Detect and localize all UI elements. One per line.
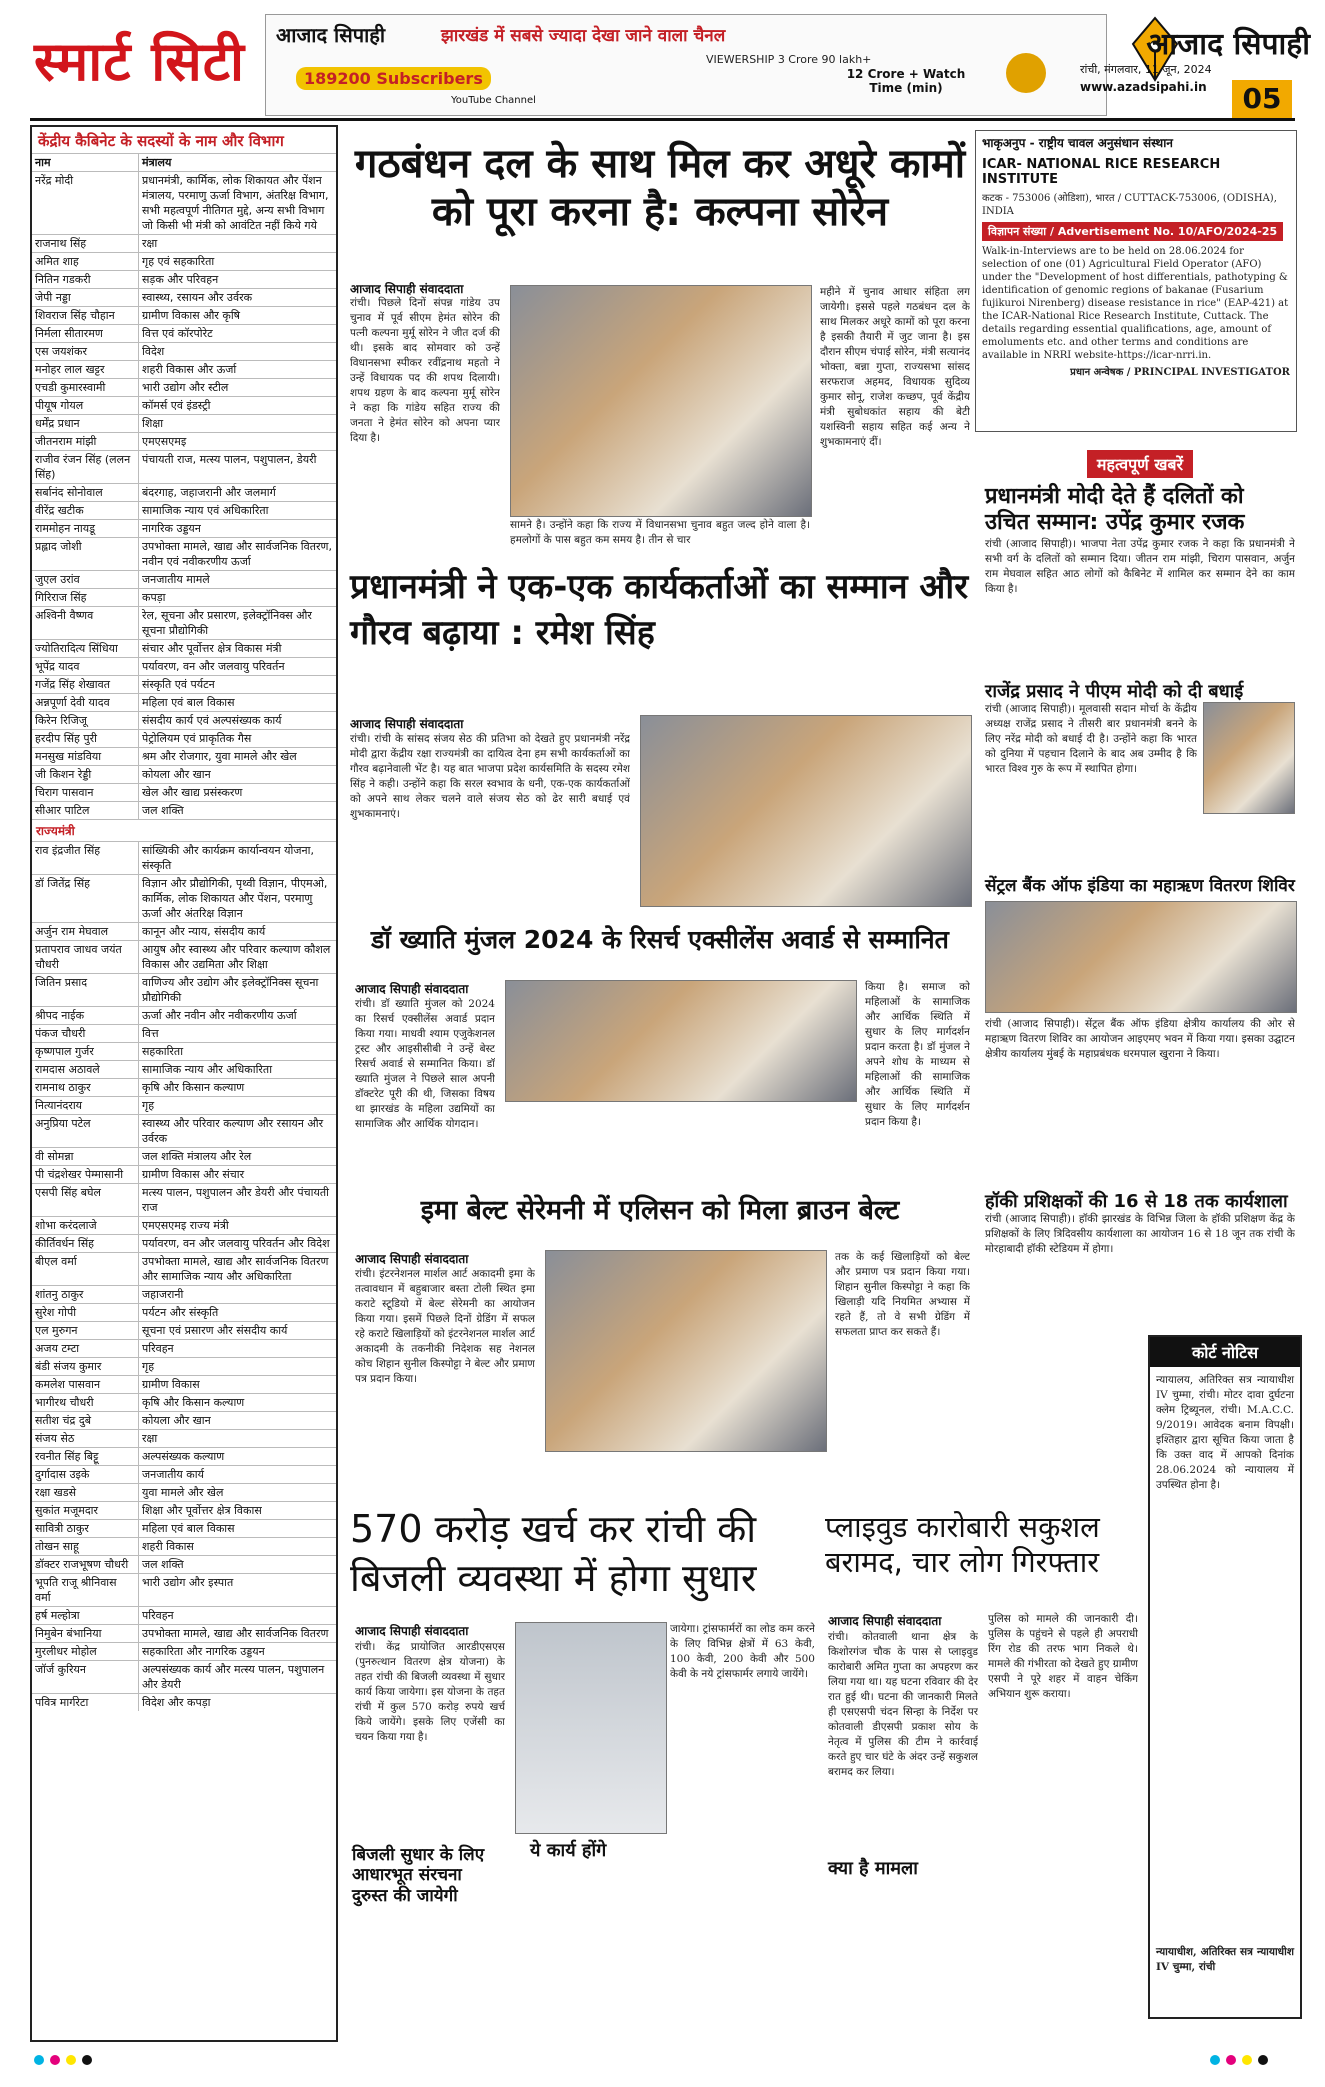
minister-department: स्वास्थ्य और परिवार कल्याण और रसायन और उर्वरक [142, 1117, 324, 1145]
header-dept: मंत्रालय [142, 156, 172, 169]
minister-name: प्रह्लाद जोशी [32, 538, 139, 570]
minister-name: अश्विनी वैष्णव [32, 607, 139, 639]
minister-department: महिला एवं बाल विकास [142, 1522, 235, 1535]
minister-name: राव इंद्रजीत सिंह [32, 842, 139, 874]
mos-list [32, 841, 336, 1711]
mos-row [32, 1660, 336, 1693]
minister-row [32, 588, 336, 606]
minister-department: विदेश [142, 345, 165, 358]
minister-name: पीयूष गोयल [32, 397, 139, 414]
story1-photo [510, 285, 812, 517]
minister-name: धर्मेंद्र प्रधान [32, 415, 139, 432]
minister-name: शांतनु ठाकुर [32, 1286, 139, 1303]
minister-department: कोयला और खान [142, 768, 211, 781]
minister-department: वित्त [142, 1027, 159, 1040]
story4-headline[interactable]: इमा बेल्ट सेरेमनी में एलिसन को मिला ब्राउन बेल्ट [420, 1195, 900, 1226]
minister-name: गिरिराज सिंह [32, 589, 139, 606]
minister-name: पवित्र मार्गरेटा [32, 1694, 139, 1711]
minister-name: कृष्णपाल गुर्जर [32, 1043, 139, 1060]
minister-department: जल शक्ति मंत्रालय और रेल [142, 1150, 252, 1163]
mos-row [32, 1147, 336, 1165]
minister-department: जनजातीय कार्य [142, 1468, 204, 1481]
minister-name: जितिन प्रसाद [32, 974, 139, 1006]
minister-name: वी सोमन्ना [32, 1148, 139, 1165]
minister-name: अन्नपूर्णा देवी यादव [32, 694, 139, 711]
mos-row [32, 1234, 336, 1252]
minister-name: श्रीपद नाईक [32, 1007, 139, 1024]
ad-watch-time: 12 Crore + Watch Time (min) [846, 67, 966, 95]
story6-body: रांची। कोतवाली थाना क्षेत्र के किशोरगंज चौक के पास से प्लाइवुड कारोबारी अमित गुप्ता का अपहरण कर लिया गया था। यह घटना रविवार की देर रात हुई थी। घटना की जानकारी मिलते ही एसएसपी चंदन सिन्हा के निर्देश पर कोतवाली डीएसपी प्रकाश सोय के नेतृत्व में पुलिस की टीम ने कार्रवाई करते हुए चार घंटे के अंदर उन्हें सकुशल बरामद कर लिया। [828, 1631, 978, 1778]
mos-row [32, 1006, 336, 1024]
minister-name: मनसुख मांडविया [32, 748, 139, 765]
minister-department: गृह [142, 1099, 155, 1112]
mos-row [32, 1501, 336, 1519]
story2-body: रांची। रांची के सांसद संजय सेठ की प्रतिभा को देखते हुए प्रधानमंत्री नरेंद्र मोदी द्वारा केंद्रीय रक्षा राज्यमंत्री का दायित्व देना हम सभी कार्यकर्ताओं का गौरव बढ़ानेवाली भेंट है। यह बात भाजपा प्रदेश कार्यसमिति के सदस्य रमेश सिंह ने कही। उन्होंने कहा कि सरल स्वभाव के धनी, एक-एक कार्यकर्ताओं को अपने साथ लेकर चलने वाले संजय सेठ को ढेर सारी बधाई एवं शुभकामनाएं। [350, 733, 630, 820]
minister-department: बंदरगाह, जहाजरानी और जलमार्ग [142, 486, 276, 499]
minister-department: प्रधानमंत्री, कार्मिक, लोक शिकायत और पेंशन मंत्रालय, परमाणु ऊर्जा विभाग, अंतरिक्ष विभाग, सभी महत्वपूर्ण नीतिगत मुद्दे, अन्य सभी विभाग जो किसी भी मंत्री को आवंटित नहीं किये गये [142, 174, 329, 232]
minister-name: निमुबेन बंभानिया [32, 1625, 139, 1642]
minister-department: सांख्यिकी और कार्यक्रम कार्यान्वयन योजना, संस्कृति [142, 844, 314, 872]
mos-row [32, 1519, 336, 1537]
minister-name: रामदास अठावले [32, 1061, 139, 1078]
minister-name: संजय सेठ [32, 1430, 139, 1447]
story2-headline[interactable]: प्रधानमंत्री ने एक-एक कार्यकर्ताओं का सम्मान और गौरव बढ़ाया : रमेश सिंह [350, 567, 969, 653]
minister-department: आयुष और स्वास्थ्य और परिवार कल्याण कौशल विकास और उद्यमिता और शिक्षा [142, 943, 331, 971]
mos-row [32, 1429, 336, 1447]
ad-subscribers: 189200 Subscribers [296, 67, 491, 90]
minister-name: भागीरथ चौधरी [32, 1394, 139, 1411]
story4-photo [545, 1250, 827, 1452]
icar-body: Walk-in-Interviews are to be held on 28.06.2024 for selection of one (01) Agricultural Field Operator (AFO) under the "Development of host differentials, pathotyping & identification of genomic regions of bakanae (Fusarium fujikuroi Nirenberg) disease resistance in rice" (EAP-421) at the ICAR-National Rice Research Institute, Cuttack. The details regarding essential qualifications, age, amount of emoluments etc. and other terms and conditions are available in NRRI website-https://icar-nrri.in. [982, 246, 1289, 361]
minister-row [32, 675, 336, 693]
mos-row [32, 1411, 336, 1429]
dateline: रांची, मंगलवार, 11 जून, 2024 [1080, 63, 1212, 76]
minister-row [32, 729, 336, 747]
story5-byline: आजाद सिपाही संवाददाता [355, 1624, 469, 1638]
cabinet-title: केंद्रीय कैबिनेट के सदस्यों के नाम और विभाग [38, 132, 284, 150]
minister-department: पर्यावरण, वन और जलवायु परिवर्तन [142, 660, 285, 673]
minister-name: राजीव रंजन सिंह (ललन सिंह) [32, 451, 139, 483]
story2-photo [640, 715, 972, 907]
minister-name: तोखन साहू [32, 1538, 139, 1555]
minister-department: सामाजिक न्याय एवं अधिकारिता [142, 504, 269, 517]
mos-row [32, 1573, 336, 1606]
mos-row [32, 1339, 336, 1357]
minister-row [32, 537, 336, 570]
minister-department: सूचना एवं प्रसारण और संसदीय कार्य [142, 1324, 288, 1337]
minister-department: सहकारिता [142, 1045, 184, 1058]
minister-department: ग्रामीण विकास [142, 1378, 200, 1391]
minister-row [32, 342, 336, 360]
story4-byline: आजाद सिपाही संवाददाता [355, 1252, 469, 1266]
mos-row [32, 1252, 336, 1285]
minister-name: जुएल उरांव [32, 571, 139, 588]
minister-department: अल्पसंख्यक कार्य और मत्स्य पालन, पशुपालन और डेयरी [142, 1663, 325, 1691]
minister-name: सतीश चंद्र दुबे [32, 1412, 139, 1429]
minister-department: उपभोक्ता मामले, खाद्य और सार्वजनिक वितरण और सामाजिक न्याय और अधिकारिता [142, 1255, 329, 1283]
minister-name: किरेन रिजिजू [32, 712, 139, 729]
minister-row [32, 432, 336, 450]
cabinet-list [30, 125, 338, 2042]
minister-name: मुरलीधर मोहोल [32, 1643, 139, 1660]
minister-department: संचार और पूर्वोत्तर क्षेत्र विकास मंत्री [142, 642, 282, 655]
mos-row [32, 1693, 336, 1711]
minister-name: कीर्तिवर्धन सिंह [32, 1235, 139, 1252]
mos-row [32, 1042, 336, 1060]
bank-camp-photo [985, 901, 1297, 1013]
minister-department: रेल, सूचना और प्रसारण, इलेक्ट्रॉनिक्स और सूचना प्रौद्योगिकी [142, 609, 312, 637]
minister-department: परिवहन [142, 1342, 174, 1355]
important-news-box [985, 450, 1295, 1320]
cabinet-header-row [32, 153, 336, 171]
minister-department: ग्रामीण विकास और कृषि [142, 309, 241, 322]
mos-row [32, 1114, 336, 1147]
mos-row [32, 1642, 336, 1660]
minister-name: जेपी नड्डा [32, 289, 139, 306]
icar-signature: प्रधान अन्वेषक / PRINCIPAL INVESTIGATOR [1070, 367, 1290, 378]
mos-row [32, 841, 336, 874]
minister-name: एचडी कुमारस्वामी [32, 379, 139, 396]
story5-headline[interactable]: 570 करोड़ खर्च कर रांची की बिजली व्यवस्था में होगा सुधार [350, 1507, 757, 1601]
minister-name: मनोहर लाल खट्टर [32, 361, 139, 378]
mos-row [32, 1321, 336, 1339]
minister-department: पर्यावरण, वन और जलवायु परिवर्तन और विदेश [142, 1237, 330, 1250]
minister-row [32, 483, 336, 501]
icar-address: कटक - 753006 (ओडिशा), भारत / CUTTACK-753006, (ODISHA), INDIA [982, 193, 1277, 217]
medal-icon [1006, 53, 1046, 93]
story5-subhead-1: बिजली सुधार के लिए आधारभूत संरचना दुरुस्त की जायेगी [352, 1845, 485, 1906]
story6-headline[interactable]: प्लाइवुड कारोबारी सकुशल बरामद, चार लोग गिरफ्तार [825, 1510, 1100, 1579]
masthead-rule [30, 118, 1295, 121]
important-b2: रांची (आजाद सिपाही)। मूलवासी सदान मोर्चा के केंद्रीय अध्यक्ष राजेंद्र प्रसाद ने तीसरी बार प्रधानमंत्री बनने के लिए नरेंद्र मोदी को बधाई दी है। उन्होंने कहा कि भारत को दुनिया में पहचान दिलाने के बाद अब उम्मीद है कि भारत विश्व गुरु के रूप में स्थापित होगा। [985, 703, 1197, 776]
ad-viewership: VIEWERSHIP 3 Crore 90 lakh+ [706, 53, 872, 66]
minister-row [32, 570, 336, 588]
minister-name: बंडी संजय कुमार [32, 1358, 139, 1375]
story4-body: रांची। इंटरनेशनल मार्शल आर्ट अकादमी इमा के तत्वावधान में बहुबाजार बस्ता टोली स्थित इमा कराटे स्टूडियो में बेल्ट सेरेमनी का आयोजन किया गया। इसमें पिछले दिनों ग्रेडिंग में सफल रहे कराटे खिलाड़ियों को इंटरनेशनल मार्शल आर्ट अकादमी के तकनीकी निदेशक सह नेशनल कोच शिहान सुनील किस्पोट्टा ने बेल्ट और प्रमाण पत्र प्रदान किया। [355, 1268, 535, 1385]
ad-brand: आजाद सिपाही [276, 23, 386, 47]
minister-name: डॉ जितेंद्र सिंह [32, 875, 139, 922]
minister-department: वित्त एवं कॉरपोरेट [142, 327, 213, 340]
mos-row [32, 1216, 336, 1234]
mos-row [32, 1483, 336, 1501]
minister-name: हरदीप सिंह पुरी [32, 730, 139, 747]
story3-byline: आजाद सिपाही संवाददाता [355, 982, 469, 996]
minister-name: हर्ष मल्होत्रा [32, 1607, 139, 1624]
minister-department: महिला एवं बाल विकास [142, 696, 235, 709]
court-notice-title: कोर्ट नोटिस [1150, 1337, 1300, 1367]
story5-body: रांची। केंद्र प्रायोजित आरडीएसएस (पुनरुत्थान वितरण क्षेत्र योजना) के तहत रांची की बिजली व्यवस्था में सुधार कार्य किया जायेगा। इस योजना के तहत रांची में कुल 570 करोड़ रुपये खर्च किये जायेंगे। इसके लिए एजेंसी का चयन किया गया है। [355, 1641, 505, 1743]
header-name: नाम [32, 154, 139, 171]
minister-row [32, 711, 336, 729]
ad-tagline: झारखंड में सबसे ज्यादा देखा जाने वाला चैनल [441, 26, 726, 46]
minister-department: वाणिज्य और उद्योग और इलेक्ट्रॉनिक्स सूचना प्रौद्योगिकी [142, 976, 319, 1004]
court-notice[interactable] [1148, 1335, 1302, 2019]
story5-subhead-2: ये कार्य होंगे [530, 1840, 607, 1861]
mos-row [32, 1357, 336, 1375]
minister-row [32, 324, 336, 342]
minister-name: एसपी सिंह बघेल [32, 1184, 139, 1216]
rajendra-prasad-photo [1203, 702, 1295, 814]
minister-department: मत्स्य पालन, पशुपालन और डेयरी और पंचायती राज [142, 1186, 329, 1214]
minister-department: ऊर्जा और नवीन और नवीकरणीय ऊर्जा [142, 1009, 297, 1022]
mos-row [32, 1285, 336, 1303]
footer-color-bar-right [1210, 2050, 1274, 2069]
minister-department: शहरी विकास और ऊर्जा [142, 363, 237, 376]
minister-row [32, 288, 336, 306]
minister-name: निर्मला सीतारमण [32, 325, 139, 342]
minister-row [32, 171, 336, 234]
minister-name: नित्यानंदराय [32, 1097, 139, 1114]
minister-department: संसदीय कार्य एवं अल्पसंख्यक कार्य [142, 714, 282, 727]
minister-department: सड़क और परिवहन [142, 273, 219, 286]
minister-row [32, 450, 336, 483]
minister-row [32, 360, 336, 378]
important-h3[interactable]: सेंट्रल बैंक ऑफ इंडिया का महाऋण वितरण शिविर [985, 876, 1295, 897]
minister-department: कृषि और किसान कल्याण [142, 1081, 245, 1094]
minister-name: ज्योतिरादित्य सिंधिया [32, 640, 139, 657]
minister-name: सुकांत मजूमदार [32, 1502, 139, 1519]
icar-org-english: ICAR- NATIONAL RICE RESEARCH INSTITUTE [982, 157, 1221, 187]
mos-row [32, 1078, 336, 1096]
minister-name: शोभा करंदलाजे [32, 1217, 139, 1234]
minister-name: राजनाथ सिंह [32, 235, 139, 252]
minister-row [32, 765, 336, 783]
minister-department: स्वास्थ्य, रसायन और उर्वरक [142, 291, 253, 304]
minister-department: शिक्षा [142, 417, 164, 430]
minister-department: रक्षा [142, 1432, 158, 1445]
minister-department: जल शक्ति [142, 804, 184, 817]
minister-name: भूपेंद्र यादव [32, 658, 139, 675]
minister-name: एस जयशंकर [32, 343, 139, 360]
minister-department: नागरिक उड्डयन [142, 522, 201, 535]
mos-row [32, 1537, 336, 1555]
minister-name: दुर्गादास उइके [32, 1466, 139, 1483]
mos-row [32, 1165, 336, 1183]
mos-row [32, 874, 336, 922]
minister-department: जहाजरानी [142, 1288, 184, 1301]
icar-ad-number: विज्ञापन संख्या / Advertisement No. 10/AFO/2024-25 [982, 222, 1283, 241]
minister-row [32, 693, 336, 711]
minister-row [32, 519, 336, 537]
minister-department: विज्ञान और प्रौद्योगिकी, पृथ्वी विज्ञान, पीएमओ, कार्मिक, लोक शिकायत और पेंशन, परमाणु ऊर्जा और अंतरिक्ष विज्ञान [142, 877, 328, 920]
icar-advertisement[interactable] [975, 130, 1297, 432]
minister-row [32, 378, 336, 396]
page-number: 05 [1232, 80, 1292, 118]
important-news-title: महत्वपूर्ण खबरें [1087, 450, 1193, 478]
mos-row [32, 1060, 336, 1078]
mos-row [32, 1465, 336, 1483]
story1-headline[interactable]: गठबंधन दल के साथ मिल कर अधूरे कामों को पूरा करना है: कल्पना सोरेन [354, 141, 966, 235]
minister-name: सुरेश गोपी [32, 1304, 139, 1321]
minister-name: पंकज चौधरी [32, 1025, 139, 1042]
minister-department: युवा मामले और खेल [142, 1486, 224, 1499]
minister-name: जॉर्ज कुरियन [32, 1661, 139, 1693]
minister-name: अनुप्रिया पटेल [32, 1115, 139, 1147]
minister-department: सामाजिक न्याय और अधिकारिता [142, 1063, 273, 1076]
mos-row [32, 1447, 336, 1465]
important-h1[interactable]: प्रधानमंत्री मोदी देते हैं दलितों को उचित सम्मान: उपेंद्र कुमार रजक [985, 484, 1245, 536]
minister-department: जनजातीय मामले [142, 573, 210, 586]
mos-row [32, 1555, 336, 1573]
story6-body-continued: पुलिस को मामले की जानकारी दी। पुलिस के पहुंचने से पहले ही अपराधी रिंग रोड की तरफ भाग निकले थे। मामले की गंभीरता को देखते हुए ग्रामीण एसपी ने पूरे शहर में वाहन चेकिंग अभियान शुरू कराया। [988, 1613, 1138, 1700]
paper-name: आजाद सिपाही [1146, 27, 1310, 62]
important-b4: रांची (आजाद सिपाही)। हॉकी झारखंड के विभिन्न जिला के हॉकी प्रशिक्षण केंद्र के प्रशिक्षकों के लिए त्रिदिवसीय कार्यशाला का आयोजन 16 से 18 जून तक रांची के मोरहाबादी हॉकी स्टेडियम में होगा। [985, 1213, 1295, 1256]
minister-row [32, 747, 336, 765]
minister-name: सीआर पाटिल [32, 802, 139, 819]
minister-name: प्रतापराव जाधव जयंत चौधरी [32, 941, 139, 973]
mos-row [32, 1024, 336, 1042]
minister-name: अमित शाह [32, 253, 139, 270]
story6-byline: आजाद सिपाही संवाददाता [828, 1614, 942, 1628]
website-link[interactable]: www.azadsipahi.in [1080, 80, 1207, 94]
minister-name: बीएल वर्मा [32, 1253, 139, 1285]
minister-row [32, 783, 336, 801]
minister-department: पर्यटन और संस्कृति [142, 1306, 219, 1319]
minister-name: जीतनराम मांझी [32, 433, 139, 450]
minister-department: पेट्रोलियम एवं प्राकृतिक गैस [142, 732, 252, 745]
minister-name: गजेंद्र सिंह शेखावत [32, 676, 139, 693]
story1-body: रांची। पिछले दिनों संपन्न गांडेय उप चुनाव में पूर्व सीएम हेमंत सोरेन की पत्नी कल्पना मुर्मू सोरेन ने जीत दर्ज की थी। इसके बाद सोमवार को उन्हें विधानसभा स्पीकर रवींद्रनाथ महतो ने उन्हें विधायक पद की शपथ दिलायी। शपथ ग्रहण के बाद कल्पना मुर्मू सोरेन ने कहा कि गांडेय सहित राज्य की जनता ने हेमंत सोरेन को अपना प्यार दिया है। [350, 297, 500, 444]
minister-department: अल्पसंख्यक कल्याण [142, 1450, 225, 1463]
minister-department: एमएसएमइ [142, 435, 187, 448]
minister-department: उपभोक्ता मामले, खाद्य और सार्वजनिक वितरण, नवीन एवं नवीकरणीय ऊर्जा [142, 540, 332, 568]
story3-body-continued: किया है। समाज को महिलाओं के सामाजिक और आर्थिक स्थिति में सुधार के लिए मार्गदर्शन प्रदान करता है। डॉ मुंजल ने अपने शोध के माध्यम से महिलाओं की सामाजिक और आर्थिक स्थिति में सुधार के लिए मार्गदर्शन प्रदान किया है। [865, 981, 970, 1128]
minister-row [32, 396, 336, 414]
minister-name: नितिन गडकरी [32, 271, 139, 288]
story4-body-continued: तक के कई खिलाड़ियों को बेल्ट और प्रमाण पत्र प्रदान किया गया। शिहान सुनील किस्पोट्टा ने कहा कि खिलाड़ी यदि नियमित अभ्यास में रहते हैं, तो वे सभी ग्रेडिंग में सफलता प्राप्त कर सकते हैं। [835, 1251, 970, 1338]
minister-row [32, 801, 336, 819]
minister-department: जल शक्ति [142, 1558, 184, 1571]
mos-row [32, 1303, 336, 1321]
mos-row [32, 1183, 336, 1216]
minister-department: कोयला और खान [142, 1414, 211, 1427]
minister-name: पी चंद्रशेखर पेम्मासानी [32, 1166, 139, 1183]
mos-row [32, 940, 336, 973]
ministers-list [32, 171, 336, 819]
footer-color-bar-left [34, 2050, 98, 2069]
story1-byline: आजाद सिपाही संवाददाता [350, 282, 464, 296]
minister-department: एमएसएमइ राज्य मंत्री [142, 1219, 229, 1232]
minister-name: रवनीत सिंह बिट्टू [32, 1448, 139, 1465]
mos-row [32, 1624, 336, 1642]
story1-body-continued: महीने में चुनाव आधार संहिता लग जायेगी। इससे पहले गठबंधन दल के साथ मिलकर अधूरे कामों को पूरा करना है इसकी तैयारी में जुट जाना है। इस दौरान सीएम चंपाई सोरेन, मंत्री सत्यानंद भोक्ता, बन्ना गुप्ता, राज्यसभा सांसद सरफराज अहमद, विधायक सुदिव्य कुमार सोनू, राजेश कच्छप, पूर्व केंद्रीय मंत्री सुबोधकांत सहाय की बेटी यशस्विनी सहाय सहित कई अन्य ने शुभकामनाएं दीं। [820, 286, 970, 448]
story5-body-continued: जायेगा। ट्रांसफार्मरों का लोड कम करने के लिए विभिन्न क्षेत्रों में 63 केवी, 100 केवी, 200 केवी और 500 केवी के नये ट्रांसफार्मर लगाये जायेंगे। [670, 1623, 815, 1680]
mos-row [32, 1606, 336, 1624]
story3-body: रांची। डॉ ख्याति मुंजल को 2024 का रिसर्च एक्सीलेंस अवार्ड प्रदान किया गया। माधवी श्याम एजुकेशनल ट्रस्ट और आइसीसीबी ने उन्हें बेस्ट रिसर्च अवार्ड से सम्मानित किया। डॉ ख्याति मुंजल ने पिछले साल अपनी डॉक्टरेट पूरी की थी, जिसका विषय था झारखंड के महिला उद्यमियों का सामाजिक और आर्थिक योगदान। [355, 998, 495, 1130]
court-notice-signature: न्यायाधीश, अतिरिक्त सत्र न्यायाधीश IV चुम्मा, रांची [1156, 1946, 1294, 1973]
minister-row [32, 270, 336, 288]
minister-department: श्रम और रोजगार, युवा मामले और खेल [142, 750, 297, 763]
minister-name: शिवराज सिंह चौहान [32, 307, 139, 324]
minister-name: कमलेश पासवान [32, 1376, 139, 1393]
minister-name: सर्बानंद सोनोवाल [32, 484, 139, 501]
minister-row [32, 414, 336, 432]
minister-name: जी किशन रेड्डी [32, 766, 139, 783]
minister-department: परिवहन [142, 1609, 174, 1622]
story2-byline: आजाद सिपाही संवाददाता [350, 717, 464, 731]
minister-department: शिक्षा और पूर्वोत्तर क्षेत्र विकास [142, 1504, 262, 1517]
minister-name: राममोहन नायडू [32, 520, 139, 537]
minister-name: वीरेंद्र खटीक [32, 502, 139, 519]
important-h2[interactable]: राजेंद्र प्रसाद ने पीएम मोदी को दी बधाई [985, 680, 1244, 702]
minister-department: पंचायती राज, मत्स्य पालन, पशुपालन, डेयरी [142, 453, 317, 466]
mos-row [32, 922, 336, 940]
minister-department: कपड़ा [142, 591, 166, 604]
minister-row [32, 639, 336, 657]
minister-name: रक्षा खडसे [32, 1484, 139, 1501]
minister-department: रक्षा [142, 237, 158, 250]
minister-name: एल मुरुगन [32, 1322, 139, 1339]
section-title: स्मार्ट सिटी [34, 29, 245, 93]
mos-row [32, 1375, 336, 1393]
minister-row [32, 501, 336, 519]
minister-name: चिराग पासवान [32, 784, 139, 801]
minister-name: भूपति राजू श्रीनिवास वर्मा [32, 1574, 139, 1606]
mos-row [32, 1096, 336, 1114]
important-h4[interactable]: हॉकी प्रशिक्षकों की 16 से 18 तक कार्यशाला [985, 1190, 1288, 1212]
minister-department: भारी उद्योग और इस्पात [142, 1576, 234, 1589]
minister-name: अर्जुन राम मेघवाल [32, 923, 139, 940]
minister-department: खेल और खाद्य प्रसंस्करण [142, 786, 243, 799]
minister-department: कॉमर्स एवं इंडस्ट्री [142, 399, 211, 412]
minister-department: गृह [142, 1360, 155, 1373]
important-b1: रांची (आजाद सिपाही)। भाजपा नेता उपेंद्र कुमार रजक ने कहा कि प्रधानमंत्री ने सभी वर्ग के दलितों को सम्मान दिया। जीतन राम मांझी, चिराग पासवान, अर्जुन राम मेघवाल सहित आठ लोगों को कैबिनेट में शामिल कर सम्मान देने का काम किया है। [985, 537, 1295, 595]
minister-row [32, 606, 336, 639]
minister-name: रामनाथ ठाकुर [32, 1079, 139, 1096]
icar-org-hindi: भाकृअनुप - राष्ट्रीय चावल अनुसंधान संस्थान [982, 136, 1173, 150]
story3-photo [505, 980, 857, 1102]
minister-name: सावित्री ठाकुर [32, 1520, 139, 1537]
story1-caption: सामने है। उन्होंने कहा कि राज्य में विधानसभा चुनाव बहुत जल्द होने वाला है। हमलोगों के पास बहुत कम समय है। तीन से चार [510, 519, 810, 546]
youtube-label: YouTube Channel [451, 95, 536, 106]
minister-name: नरेंद्र मोदी [32, 172, 139, 234]
minister-name: अजय टम्टा [32, 1340, 139, 1357]
minister-department: कृषि और किसान कल्याण [142, 1396, 245, 1409]
minister-department: उपभोक्ता मामले, खाद्य और सार्वजनिक वितरण [142, 1627, 329, 1640]
minister-department: ग्रामीण विकास और संचार [142, 1168, 245, 1181]
channel-ad-banner[interactable] [265, 14, 1107, 116]
story6-subhead: क्या है मामला [828, 1858, 918, 1879]
important-b3: रांची (आजाद सिपाही)। सेंट्रल बैंक ऑफ इंडिया क्षेत्रीय कार्यालय की ओर से महाऋण वितरण शिविर का आयोजन आइएमए भवन में किया गया। इसका उद्घाटन क्षेत्रीय कार्यालय मुंबई के महाप्रबंधक धरमपाल खुराना ने किया। [985, 1017, 1295, 1060]
minister-name: डॉक्टर राजभूषण चौधरी [32, 1556, 139, 1573]
minister-department: शहरी विकास [142, 1540, 194, 1553]
power-tower-photo [515, 1622, 667, 1834]
minister-row [32, 657, 336, 675]
story3-headline[interactable]: डॉ ख्याति मुंजल 2024 के रिसर्च एक्सीलेंस अवार्ड से सम्मानित [371, 925, 949, 954]
minister-department: भारी उद्योग और स्टील [142, 381, 229, 394]
minister-department: कानून और न्याय, संसदीय कार्य [142, 925, 266, 938]
minister-row [32, 306, 336, 324]
minister-department: सहकारिता और नागरिक उड्डयन [142, 1645, 265, 1658]
mos-row [32, 1393, 336, 1411]
minister-department: गृह एवं सहकारिता [142, 255, 215, 268]
mos-row [32, 973, 336, 1006]
minister-department: संस्कृति एवं पर्यटन [142, 678, 215, 691]
minister-department: विदेश और कपड़ा [142, 1696, 211, 1709]
minister-row [32, 252, 336, 270]
court-notice-body: न्यायालय, अतिरिक्त सत्र न्यायाधीश IV चुम्मा, रांची। मोटर दावा दुर्घटना क्लेम ट्रिब्यूनल, रांची। M.A.C.C. 9/2019। आवेदक बनाम विपक्षी। इश्तिहार द्वारा सूचित किया जाता है कि उक्त वाद में आपको दिनांक 28.06.2024 को न्यायालय में उपस्थित होना है। [1156, 1374, 1294, 1491]
minister-row [32, 234, 336, 252]
mos-title: राज्यमंत्री [32, 819, 336, 841]
